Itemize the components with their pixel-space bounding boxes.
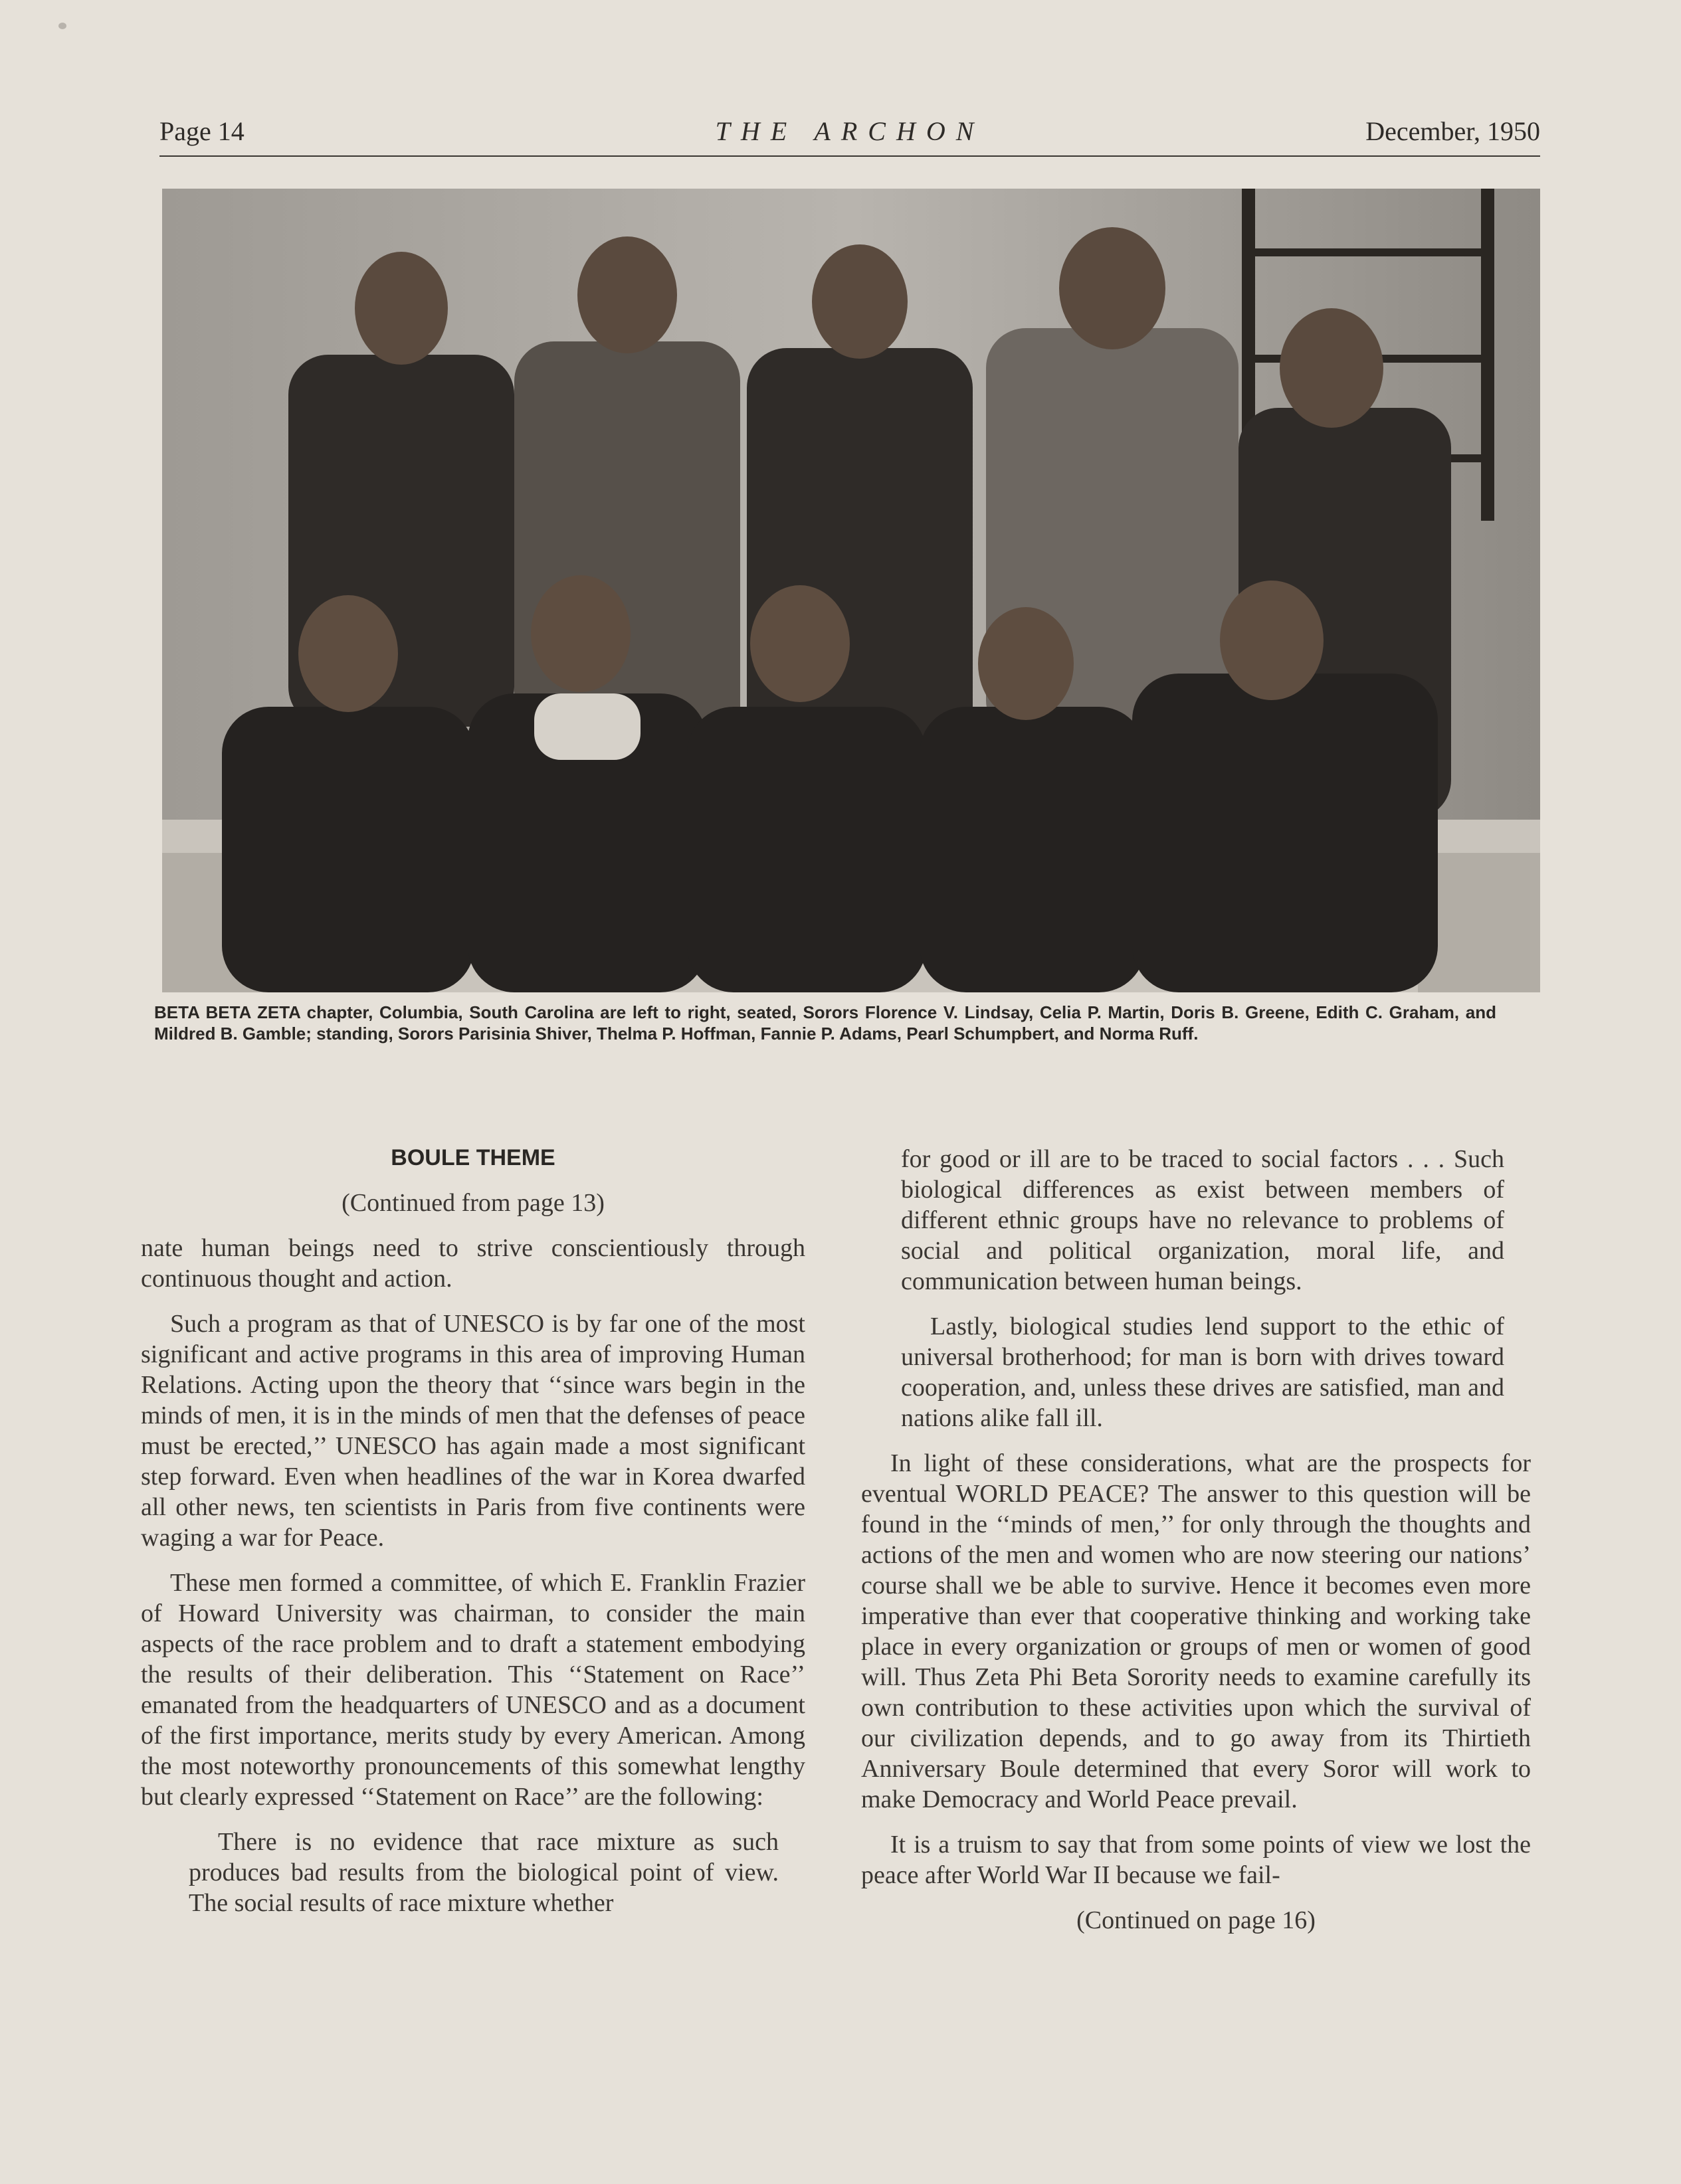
article-left-column <box>141 1142 805 1918</box>
photo-caption: BETA BETA ZETA chapter, Columbia, South Carolina are left to right, seated, Sorors Florence V. Lindsay, Celia P. Martin, Doris B. Greene, Edith C. Graham, and Mildred B. Gamble; standing, Sorors Parisinia Shiver, Thelma P. Hoffman, Fannie P. Adams, Pearl Schumpbert, and Norma Ruff. <box>154 1002 1496 1044</box>
paragraph: nate human beings need to strive conscientiously through continuous thought and action. <box>141 1234 805 1293</box>
block-quote: Lastly, biological studies lend support to the ethic of universal brotherhood; for man is born with drives toward cooperation, and, unless these drives are satisfied, man and nations alike fall ill. <box>901 1313 1504 1432</box>
paper-speck <box>58 23 66 29</box>
paragraph: Such a program as that of UNESCO is by far one of the most significant and active programs in this area of improving Human Relations. Acting upon the theory that ‘‘since wars begin in the minds of men, it is in the minds of men that the defenses of peace must be erected,’’ UNESCO has again made a most significant step forward. Even when headlines of the war in Korea dwarfed all other news, ten scientists in Paris from five continents were waging a war for Peace. <box>141 1310 805 1552</box>
page-header <box>159 116 1540 155</box>
paragraph: It is a truism to say that from some points of view we lost the peace after World War II because we fail- <box>861 1831 1531 1889</box>
page-number: Page 14 <box>159 116 245 146</box>
issue-date: December, 1950 <box>1365 116 1540 146</box>
block-quote-continued: for good or ill are to be traced to social factors . . . Such biological differences as exist between members of different ethnic groups have no relevance to problems of social and political organization, moral life, and communication between human beings. <box>901 1145 1504 1295</box>
publication-title: THE ARCHON <box>715 116 985 146</box>
header-rule <box>159 155 1540 157</box>
paragraph: These men formed a committee, of which E. Franklin Frazier of Howard University was chairman, to consider the main aspects of the race problem and to draft a statement embodying the results of their deliberation. This ‘‘Statement on Race’’ emanated from the headquarters of UNESCO and as a document of the first importance, merits study by every American. Among the most noteworthy pronouncements of this somewhat lengthy but clearly expressed ‘‘Statement on Race’’ are the following: <box>141 1569 805 1811</box>
article-right-column <box>861 1144 1531 1950</box>
group-portrait-icon <box>162 189 1540 992</box>
continued-on-note: (Continued on page 16) <box>1076 1906 1316 1934</box>
continued-from-note: (Continued from page 13) <box>342 1189 605 1217</box>
block-quote: There is no evidence that race mixture as such produces bad results from the biological point of view. The social results of race mixture whether <box>189 1828 779 1917</box>
group-photo <box>162 189 1540 992</box>
paragraph: In light of these considerations, what are the prospects for eventual WORLD PEACE? The answer to this question will be found in the ‘‘minds of men,’’ for only through the thoughts and actions of the men and women who are now steering our nations’ course shall we be able to survive. Hence it becomes even more imperative than ever that cooperative thinking and working take place in every organization or groups of men or women of good will. Thus Zeta Phi Beta Sorority needs to examine carefully its own contribution to these activities upon which the survival of our civilization depends, and to go away from its Thirtieth Anniversary Boule determined that every Soror will work to make Democracy and World Peace prevail. <box>861 1449 1531 1813</box>
article-title: BOULE THEME <box>391 1145 555 1170</box>
